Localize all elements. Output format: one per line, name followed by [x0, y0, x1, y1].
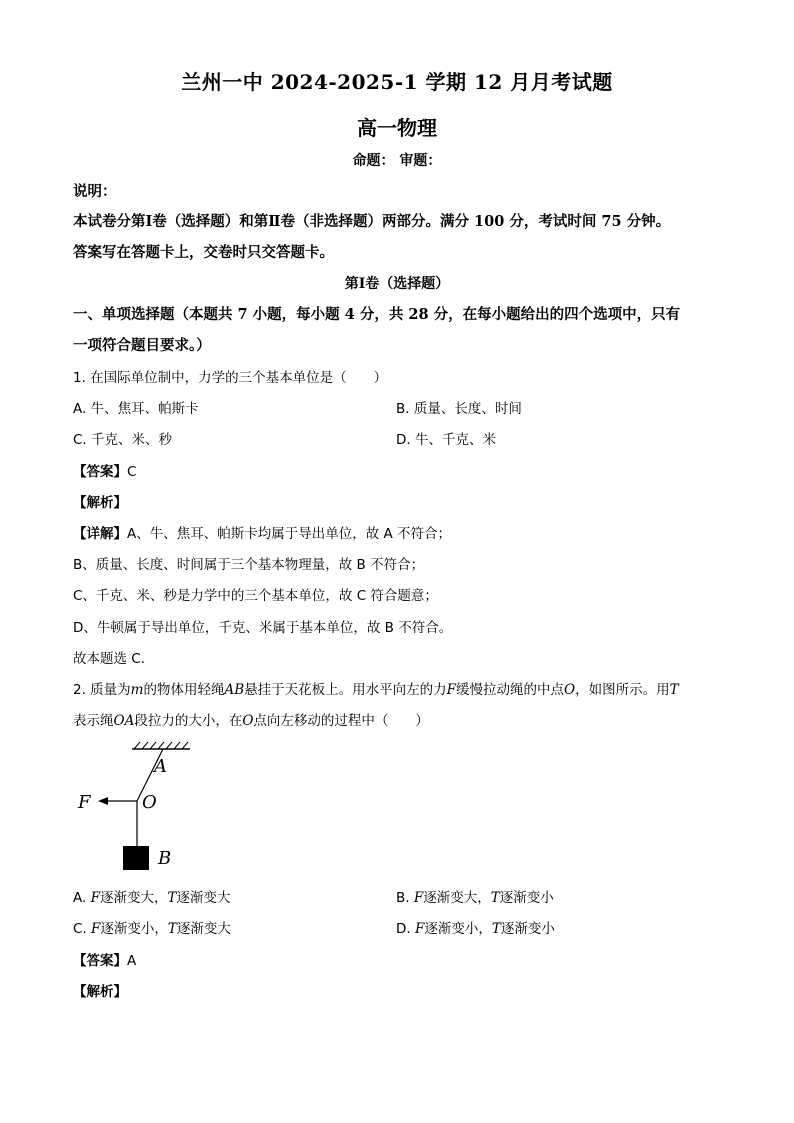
q1-detail-3: C、千克、米、秒是力学中的三个基本单位，故 C 符合题意； — [73, 588, 438, 604]
q1-answer-label: 【答案】 — [73, 464, 127, 480]
q2-var-t: T — [491, 921, 501, 937]
label-a: A — [154, 756, 167, 777]
q2-stem-text: ，如图所示。用 — [575, 682, 670, 698]
q2-option-text: 逐渐变大， — [423, 890, 491, 906]
q1-detail-label: 【详解】 — [73, 526, 127, 542]
section-heading-line-1: 一、单项选择题（本题共 7 小题，每小题 4 分，共 28 分，在每小题给出的四个选项中，只有 — [73, 306, 681, 323]
q1-analysis-label: 【解析】 — [73, 495, 127, 511]
q2-var-t: T — [669, 682, 679, 698]
q2-option-text: 逐渐变大 — [176, 890, 231, 906]
q2-figure — [70, 738, 210, 874]
q1-detail-row-1 — [73, 524, 764, 544]
q2-option-text: 逐渐变小 — [499, 890, 554, 906]
q2-option-text: 逐渐变小， — [424, 921, 492, 937]
q2-analysis-row — [73, 982, 764, 1002]
q2-stem-line-1 — [73, 680, 764, 700]
q2-var-t: T — [167, 890, 177, 906]
q2-stem-line-2 — [73, 711, 764, 731]
q2-option-text: D. — [396, 921, 415, 937]
label-o: O — [142, 792, 157, 813]
q1-detail-1: A、牛、焦耳、帕斯卡均属于导出单位，故 A 不符合； — [127, 526, 452, 542]
q2-stem-text: 点向左移动的过程中（ ） — [253, 713, 429, 729]
q2-var-f: F — [446, 682, 457, 698]
q1-option-a: A. 牛、焦耳、帕斯卡 — [73, 401, 199, 417]
block-b — [123, 846, 149, 870]
q2-option-text: A. — [73, 890, 91, 906]
ceiling-hatch — [134, 742, 188, 749]
q2-stem-text: 的物体用轻绳 — [143, 682, 225, 698]
q2-var-f: F — [414, 921, 425, 937]
q1-answer-row — [73, 462, 764, 482]
q2-answer-label: 【答案】 — [73, 953, 127, 969]
q2-analysis-label: 【解析】 — [73, 984, 127, 1000]
q2-var-m: m — [130, 682, 144, 698]
q1-stem: 1. 在国际单位制中，力学的三个基本单位是（ ） — [73, 370, 388, 386]
q1-conclusion: 故本题选 C. — [73, 651, 146, 667]
q1-detail-2: B、质量、长度、时间属于三个基本物理量，故 B 不符合； — [73, 557, 425, 573]
q2-option-text: 逐渐变大， — [99, 890, 168, 906]
q1-option-d: D. 牛、千克、米 — [396, 432, 496, 448]
q2-var-f: F — [90, 890, 100, 906]
q2-var-f: F — [91, 921, 101, 937]
q2-stem-text: 表示绳 — [73, 713, 114, 729]
q2-var-o: O — [564, 682, 576, 698]
section-title: 第Ⅰ卷（选择题） — [344, 276, 450, 292]
q2-option-text: C. — [73, 921, 92, 937]
instructions-line-2: 答案写在答题卡上，交卷时只交答题卡。 — [73, 244, 334, 261]
q2-option-b — [396, 888, 554, 908]
section-heading-line-2: 一项符合题目要求。） — [73, 337, 211, 354]
force-arrow-head — [98, 797, 108, 805]
q1-analysis-row — [73, 493, 764, 513]
q2-var-t: T — [167, 921, 177, 937]
q2-option-d — [396, 919, 555, 939]
q1-detail-4: D、牛顿属于导出单位，千克、米属于基本单位，故 B 不符合。 — [73, 620, 453, 636]
q2-var-t: T — [490, 890, 500, 906]
label-f: F — [78, 792, 91, 813]
q2-var-o: O — [242, 713, 254, 729]
exam-authors: 命题： 审题： — [352, 153, 442, 169]
q2-var-oa: OA — [113, 713, 135, 729]
q1-option-c: C. 千克、米、秒 — [73, 432, 173, 448]
q2-var-ab: AB — [224, 682, 245, 698]
q2-option-text: 逐渐变小， — [100, 921, 168, 937]
q2-stem-text: 悬挂于天花板上。用水平向左的力 — [244, 682, 447, 698]
q2-answer-row — [73, 951, 764, 971]
label-b: B — [158, 848, 172, 869]
q2-option-text: B. — [396, 890, 414, 906]
exam-subtitle: 高一物理 — [357, 116, 437, 140]
q2-option-text: 逐渐变小 — [500, 921, 555, 937]
q2-option-text: 逐渐变大 — [176, 921, 231, 937]
q1-option-b: B. 质量、长度、时间 — [396, 401, 522, 417]
q1-answer-value: C — [127, 464, 137, 480]
instructions-line-1: 本试卷分第Ⅰ卷（选择题）和第Ⅱ卷（非选择题）两部分。满分 100 分，考试时间 75 分钟。 — [73, 213, 671, 230]
exam-title: 兰州一中 2024-2025-1 学期 12 月月考试题 — [181, 70, 613, 94]
q2-answer-value: A — [127, 953, 137, 969]
q2-stem-text: 段拉力的大小，在 — [134, 713, 243, 729]
instructions-label: 说明： — [73, 183, 117, 200]
q2-stem-text: 2. 质量为 — [73, 682, 131, 698]
q2-stem-text: 缓慢拉动绳的中点 — [456, 682, 565, 698]
q2-var-f: F — [413, 890, 424, 906]
